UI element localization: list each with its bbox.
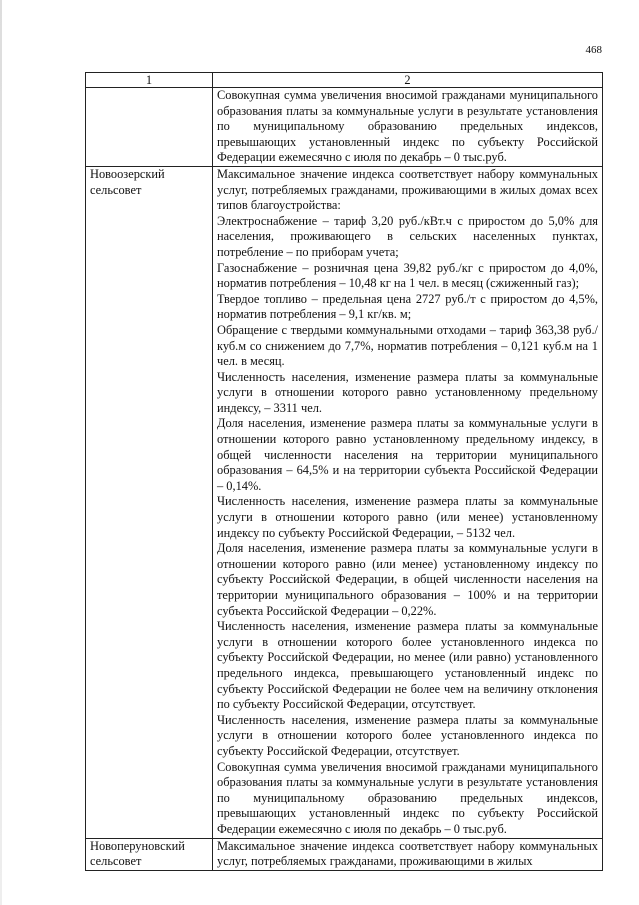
table-row (86, 838, 603, 870)
municipality-name: Новоозерский сельсовет (86, 166, 213, 838)
table-header-row (86, 73, 603, 88)
paragraph: Электроснабжение – тариф 3,20 руб./кВт.ч с приростом до 5,0% для населения, проживающего в сельских населенных пунктах, потребление – по приборам учета; (217, 213, 598, 259)
paragraph: Обращение с твердыми коммунальными отходами – тариф 363,38 руб./куб.м со снижением до 7,7%, норматив потребления – 0,121 куб.м на 1 чел. в месяц. (217, 322, 598, 369)
row-description (213, 88, 603, 167)
row-description (213, 838, 603, 870)
row-description (213, 166, 603, 838)
paragraph: Совокупная сумма увеличения вносимой гражданами муниципального образования платы за коммунальные услуги в результате установления по муниципальному образованию предельных индексов, превышающих установленный индекс по субъекту Российской Федерации ежемесячно с июля по декабрь – 0 тыс.руб. (217, 759, 598, 836)
paragraph: Доля населения, изменение размера платы за коммунальные услуги в отношении которого равно установленному предельному индексу, в общей численности населения на территории муниципального образования – 64,5% и на территории субъекта Российской Федерации – 0,14%. (217, 416, 598, 493)
table-row (86, 88, 603, 167)
paragraph: Численность населения, изменение размера платы за коммунальные услуги в отношении которого более установленного индекса по субъекту Российской Федерации, но менее (или равно) установленного предельного индекса, превышающего установленный индекс по субъекту Российской Федерации не более чем на величину отклонения по субъекту Российской Федерации, отсутствует. (217, 619, 598, 712)
paragraph: Численность населения, изменение размера платы за коммунальные услуги в отношении которого равно установленному предельному индексу, – 3311 чел. (217, 369, 598, 415)
paragraph: Численность населения, изменение размера платы за коммунальные услуги в отношении которого равно (или менее) установленному индексу по субъекту Российской Федерации, – 5132 чел. (217, 494, 598, 540)
paragraph: Твердое топливо – предельная цена 2727 руб./т с приростом до 4,5%, норматив потребления – 9,1 кг/кв. м; (217, 291, 598, 322)
municipality-name (86, 88, 213, 167)
scan-edge (0, 0, 2, 905)
column-header-1: 1 (86, 73, 213, 88)
page-number: 468 (585, 44, 602, 56)
paragraph: Газоснабжение – розничная цена 39,82 руб./кг с приростом до 4,0%, норматив потребления – 10,48 кг на 1 чел. в месяц (сжиженный газ); (217, 260, 598, 291)
paragraph: Численность населения, изменение размера платы за коммунальные услуги в отношении которого более установленного индекса по субъекту Российской Федерации, отсутствует. (217, 712, 598, 758)
paragraph: Максимальное значение индекса соответствует набору коммунальных услуг, потребляемых гражданами, проживающими в жилых домах всех типов благоустройства: (217, 166, 598, 213)
document-table (85, 72, 603, 871)
paragraph: Доля населения, изменение размера платы за коммунальные услуги в отношении которого равно (или менее) установленному индексу по субъекту Российской Федерации, в общей численности населения на территории муниципального образования – 100% и на территории субъекта Российской Федерации – 0,22%. (217, 541, 598, 618)
paragraph: Совокупная сумма увеличения вносимой гражданами муниципального образования платы за коммунальные услуги в результате установления по муниципальному образованию предельных индексов, превышающих установленный индекс по субъекту Российской Федерации ежемесячно с июля по декабрь – 0 тыс.руб. (217, 88, 598, 165)
municipality-name: Новоперуновский сельсовет (86, 838, 213, 870)
column-header-2: 2 (213, 73, 603, 88)
table-row (86, 166, 603, 838)
paragraph: Максимальное значение индекса соответствует набору коммунальных услуг, потребляемых гражданами, проживающими в жилых (217, 838, 598, 869)
